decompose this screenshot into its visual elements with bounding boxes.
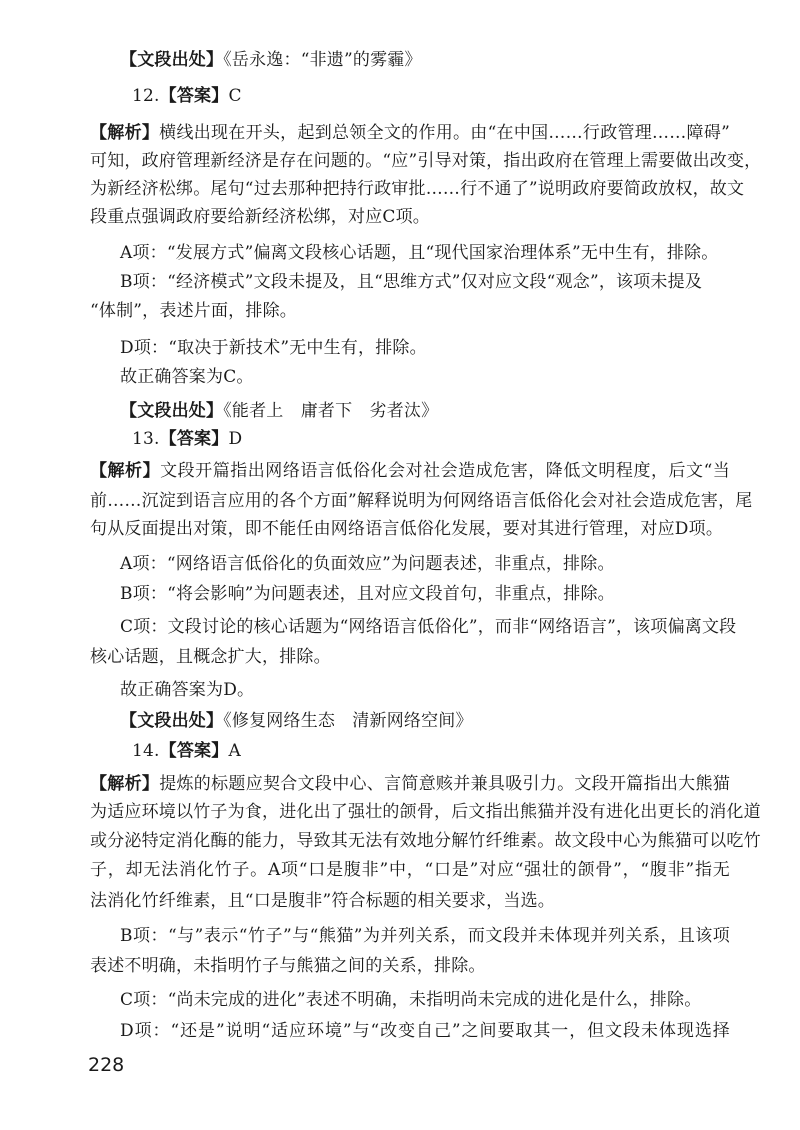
option-line: B项：“经济模式”文段未提及，且“思维方式”仅对应文段“观念”，该项未提及 [120, 272, 703, 292]
conclusion-line: 故正确答案为C。 [120, 367, 254, 387]
source-label: 【文段出处】 [120, 401, 224, 421]
question-number: 12. [132, 86, 160, 106]
analysis-label: 【解析】 [90, 123, 160, 143]
analysis-label: 【解析】 [90, 774, 160, 794]
source-line [120, 49, 760, 71]
option-line: A项：“网络语言低俗化的负面效应”为问题表述，非重点，排除。 [120, 554, 615, 574]
analysis-line: 【解析】横线出现在开头，起到总领全文的作用。由“在中国……行政管理……障碍” [90, 123, 730, 143]
analysis-line: 子，却无法消化竹子。A项“口是腹非”中，“口是”对应“强壮的颌骨”，“腹非”指无 [90, 860, 730, 880]
analysis-line: 【解析】提炼的标题应契合文段中心、言简意赅并兼具吸引力。文段开篇指出大熊猫 [90, 774, 730, 794]
option-line: C项：“尚未完成的进化”表述不明确，未指明尚未完成的进化是什么，排除。 [120, 990, 702, 1010]
answer-label: 【答案】 [159, 741, 229, 761]
option-line: D项：“还是”说明“适应环境”与“改变自己”之间要取其一，但文段未体现选择 [120, 1021, 730, 1041]
answer-line [132, 85, 772, 107]
option-line: C项：文段讨论的核心话题为“网络语言低俗化”，而非“网络语言”，该项偏离文段 [120, 617, 737, 637]
analysis-line: 为新经济松绑。尾句“过去那种把持行政审批……行不通了”说明政府要简政放权，故文 [90, 179, 745, 199]
source-title: 《岳永逸：“非遗”的雾霾》 [223, 50, 422, 70]
option-line: D项：“取决于新技术”无中生有，排除。 [120, 338, 427, 358]
conclusion-line: 故正确答案为D。 [120, 680, 255, 700]
analysis-line: 段重点强调政府要给新经济松绑，对应C项。 [90, 207, 431, 227]
answer-label: 【答案】 [159, 429, 229, 449]
option-line: 核心话题，且概念扩大，排除。 [90, 647, 331, 667]
analysis-line: 法消化竹纤维素，且“口是腹非”符合标题的相关要求，当选。 [90, 891, 555, 911]
answer-value: C [228, 86, 242, 106]
option-line: B项：“与”表示“竹子”与“熊猫”为并列关系，而文段并未体现并列关系，且该项 [120, 926, 730, 946]
source-title: 《能者上 庸者下 劣者汰》 [223, 401, 439, 421]
analysis-line: 为适应环境以竹子为食，进化出了强壮的颌骨，后文指出熊猫并没有进化出更长的消化道 [90, 802, 761, 822]
source-line [120, 710, 760, 732]
answer-line [132, 740, 772, 762]
analysis-line: 句从反面提出对策，即不能任由网络语言低俗化发展，要对其进行管理，对应D项。 [90, 519, 724, 539]
option-line: A项：“发展方式”偏离文段核心话题，且“现代国家治理体系”无中生有，排除。 [120, 243, 719, 263]
source-title: 《修复网络生态 清新网络空间》 [223, 711, 473, 731]
question-number: 14. [132, 741, 160, 761]
source-label: 【文段出处】 [120, 711, 224, 731]
answer-value: D [228, 429, 243, 449]
source-line [120, 400, 760, 422]
analysis-line: 或分泌特定消化酶的能力，导致其无法有效地分解竹纤维素。故文段中心为熊猫可以吃竹 [90, 831, 761, 851]
analysis-line: 可知，政府管理新经济是存在问题的。“应”引导对策，指出政府在管理上需要做出改变， [90, 151, 762, 171]
answer-label: 【答案】 [159, 86, 229, 106]
analysis-line: 前……沉淀到语言应用的各个方面”解释说明为何网络语言低俗化会对社会造成危害，尾 [90, 491, 753, 511]
page-number: 228 [88, 1054, 125, 1076]
answer-line [132, 428, 772, 450]
option-line: 表述不明确，未指明竹子与熊猫之间的关系，排除。 [90, 956, 486, 976]
analysis-line: 【解析】文段开篇指出网络语言低俗化会对社会造成危害，降低文明程度，后文“当 [90, 461, 730, 481]
answer-value: A [228, 741, 241, 761]
option-line: B项：“将会影响”为问题表述，且对应文段首句，非重点，排除。 [120, 584, 615, 604]
question-number: 13. [132, 429, 160, 449]
option-line: “体制”，表述片面，排除。 [90, 301, 297, 321]
analysis-label: 【解析】 [90, 461, 161, 481]
source-label: 【文段出处】 [120, 50, 224, 70]
